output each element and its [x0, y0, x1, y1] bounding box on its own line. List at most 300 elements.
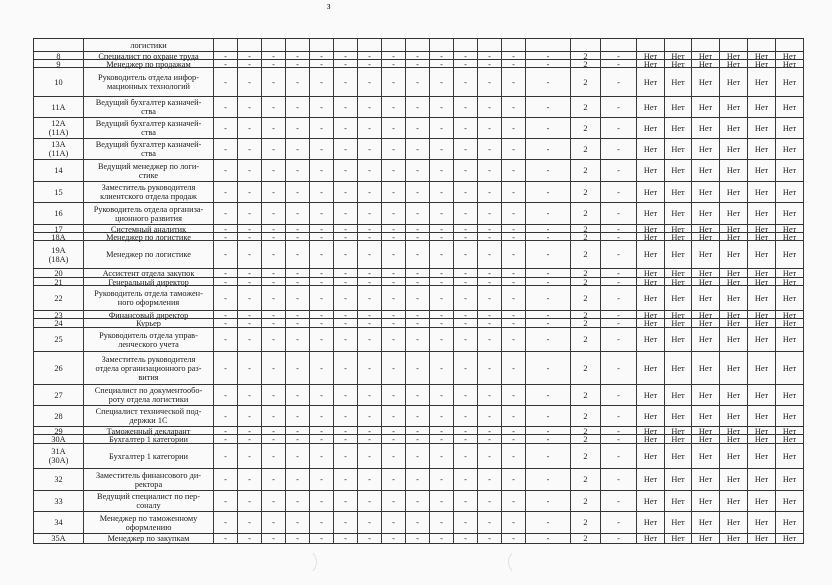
value-cell	[406, 469, 430, 490]
value-cell-text: Нет	[754, 250, 769, 259]
value-cell-text: -	[416, 534, 419, 543]
value-cell-text: -	[416, 496, 419, 506]
value-cell-text: -	[416, 187, 419, 197]
value-cell-text: Нет	[726, 278, 741, 287]
value-cell	[665, 319, 692, 328]
value-cell-text: Нет	[754, 77, 769, 87]
value-cell	[571, 385, 601, 405]
value-cell	[665, 182, 692, 202]
value-cell-text: -	[272, 187, 275, 197]
value-cell	[358, 182, 382, 202]
value-cell	[748, 97, 776, 117]
value-cell	[262, 491, 286, 511]
value-cell	[454, 139, 478, 159]
value-cell-text: Нет	[643, 496, 658, 506]
value-cell-text: Нет	[726, 390, 741, 400]
value-cell-text: -	[488, 363, 491, 373]
value-cell-text: Нет	[643, 77, 658, 87]
value-cell-text: -	[248, 451, 251, 461]
value-cell	[637, 160, 665, 181]
value-cell	[692, 469, 720, 490]
value-cell	[406, 328, 430, 351]
value-cell-text: -	[464, 427, 467, 436]
position-name-cell-text: Ведущий менеджер по логи-	[97, 161, 200, 171]
value-cell-text: Нет	[698, 475, 713, 484]
value-cell	[238, 160, 262, 181]
value-cell-text: -	[272, 411, 275, 421]
value-cell-text: 2	[583, 144, 588, 154]
value-cell-text: -	[440, 52, 443, 61]
value-cell-text: -	[296, 166, 299, 175]
value-cell	[430, 139, 454, 159]
value-cell-text: Нет	[698, 335, 713, 344]
value-cell-text: -	[488, 166, 491, 175]
value-cell-text: -	[272, 518, 275, 527]
position-name-cell-text: Специалист по охране труда	[98, 52, 199, 61]
value-cell	[454, 469, 478, 490]
value-cell-text: -	[320, 427, 323, 436]
value-cell-text: -	[368, 225, 371, 234]
row-number-cell-text: 11А	[51, 102, 66, 112]
value-cell	[334, 269, 358, 278]
value-cell-text: -	[512, 77, 515, 87]
value-cell-text: Нет	[754, 233, 769, 242]
value-cell	[238, 286, 262, 310]
value-cell-text: -	[224, 60, 227, 69]
value-cell-text: -	[440, 319, 443, 328]
value-cell	[776, 491, 804, 511]
value-cell-text: Нет	[726, 475, 741, 484]
value-cell	[720, 97, 748, 117]
value-cell-text: -	[344, 451, 347, 461]
value-cell	[310, 97, 334, 117]
value-cell	[665, 512, 692, 533]
value-cell-text: Нет	[782, 166, 797, 175]
value-cell	[262, 241, 286, 268]
value-cell-text: -	[296, 102, 299, 112]
value-cell-text: Нет	[782, 335, 797, 344]
value-cell	[720, 39, 748, 51]
value-cell-text: -	[248, 233, 251, 242]
value-cell-text: -	[464, 144, 467, 154]
value-cell-text: Нет	[643, 209, 658, 218]
value-cell-text: -	[416, 311, 419, 320]
value-cell-text: -	[368, 475, 371, 484]
position-name-cell-text: Менеджер по таможенному	[99, 513, 198, 523]
value-cell-text: -	[320, 363, 323, 373]
value-cell	[358, 435, 382, 444]
value-cell	[454, 269, 478, 278]
value-cell-text: -	[617, 427, 620, 436]
value-cell-text: -	[392, 390, 395, 400]
value-cell	[571, 491, 601, 511]
value-cell	[720, 118, 748, 138]
value-cell-text: Нет	[726, 319, 741, 328]
position-name-cell	[84, 444, 214, 468]
value-cell-text: Нет	[754, 427, 769, 436]
value-cell-text: 2	[583, 475, 588, 484]
value-cell	[571, 534, 601, 543]
value-cell	[601, 118, 637, 138]
value-cell-text: Нет	[671, 435, 685, 444]
value-cell	[776, 97, 804, 117]
value-cell	[454, 286, 478, 310]
position-name-cell-text: Финансовый директор	[108, 311, 189, 320]
value-cell	[526, 406, 571, 426]
value-cell	[238, 435, 262, 444]
value-cell-text: -	[224, 52, 227, 61]
value-cell-text: Нет	[782, 233, 797, 242]
value-cell	[214, 319, 238, 328]
value-cell-text: 2	[583, 166, 588, 175]
value-cell-text: Нет	[782, 435, 797, 444]
value-cell	[665, 68, 692, 96]
value-cell	[430, 241, 454, 268]
value-cell	[601, 328, 637, 351]
value-cell	[601, 319, 637, 328]
value-cell	[358, 512, 382, 533]
row-number-cell-text: 32	[54, 475, 63, 484]
value-cell	[286, 118, 310, 138]
value-cell-text: 2	[583, 225, 588, 234]
value-cell	[238, 406, 262, 426]
value-cell	[262, 328, 286, 351]
value-cell-text: Нет	[643, 52, 658, 61]
value-cell	[406, 534, 430, 543]
row-number-cell-text: 23	[54, 311, 63, 320]
value-cell	[238, 319, 262, 328]
row-number-cell	[34, 444, 84, 468]
value-cell-text: -	[248, 77, 251, 87]
value-cell-text: Нет	[726, 250, 741, 259]
value-cell	[334, 406, 358, 426]
row-number-cell	[34, 118, 84, 138]
value-cell-text: -	[296, 250, 299, 259]
value-cell-text: -	[296, 123, 299, 133]
position-name-cell	[84, 203, 214, 224]
value-cell-text: -	[392, 166, 395, 175]
value-cell	[526, 118, 571, 138]
value-cell	[214, 39, 238, 51]
value-cell	[720, 139, 748, 159]
value-cell	[310, 512, 334, 533]
value-cell-text: -	[344, 52, 347, 61]
value-cell-text: -	[344, 209, 347, 218]
value-cell-text: -	[392, 335, 395, 344]
value-cell	[310, 385, 334, 405]
value-cell-text: -	[248, 427, 251, 436]
value-cell	[286, 286, 310, 310]
position-name-cell-text: Руководитель отдела таможен-	[94, 289, 203, 298]
value-cell-text: -	[392, 269, 395, 278]
value-cell-text: -	[546, 123, 550, 133]
value-cell	[454, 534, 478, 543]
value-cell-text: -	[512, 250, 515, 259]
value-cell	[748, 328, 776, 351]
value-cell-text: -	[488, 52, 491, 61]
value-cell-text: Нет	[671, 77, 685, 87]
value-cell	[430, 469, 454, 490]
value-cell-text: -	[368, 123, 371, 133]
value-cell	[692, 328, 720, 351]
value-cell-text: -	[488, 269, 491, 278]
value-cell	[406, 269, 430, 278]
value-cell-text: 2	[583, 233, 588, 242]
position-name-cell-text: Заместитель руководителя	[101, 183, 196, 192]
position-name-cell-text: Ведущий бухгалтер казначей-	[95, 140, 202, 149]
value-cell	[286, 406, 310, 426]
value-cell	[692, 385, 720, 405]
value-cell-text: -	[320, 77, 323, 87]
value-cell-text: -	[464, 250, 467, 259]
value-cell-text: -	[488, 60, 491, 69]
value-cell-text: Нет	[671, 311, 685, 320]
value-cell	[262, 39, 286, 51]
value-cell-text: -	[617, 60, 620, 69]
value-cell-text: -	[488, 390, 491, 400]
value-cell-text: -	[416, 144, 419, 154]
value-cell-text: -	[617, 319, 620, 328]
value-cell-text: 2	[583, 250, 588, 259]
value-cell-text: Нет	[643, 319, 658, 328]
value-cell	[478, 534, 502, 543]
value-cell	[262, 534, 286, 543]
value-cell	[358, 328, 382, 351]
value-cell	[406, 118, 430, 138]
value-cell-text: -	[464, 475, 467, 484]
value-cell-text: Нет	[726, 123, 741, 133]
value-cell-text: -	[296, 363, 299, 373]
value-cell-text: -	[546, 225, 550, 234]
table-row	[34, 60, 804, 68]
value-cell-text: -	[440, 496, 443, 506]
value-cell-text: Нет	[782, 225, 797, 234]
value-cell	[262, 444, 286, 468]
value-cell-text: -	[440, 435, 443, 444]
value-cell	[310, 160, 334, 181]
value-cell	[748, 68, 776, 96]
value-cell-text: -	[248, 60, 251, 69]
value-cell-text: -	[368, 411, 371, 421]
value-cell-text: Нет	[671, 166, 685, 175]
value-cell-text: -	[416, 319, 419, 328]
value-cell	[214, 97, 238, 117]
value-cell	[310, 328, 334, 351]
value-cell	[262, 512, 286, 533]
value-cell	[214, 328, 238, 351]
value-cell	[526, 435, 571, 444]
value-cell-text: Нет	[671, 451, 685, 461]
value-cell-text: -	[546, 278, 550, 287]
value-cell	[637, 328, 665, 351]
row-number-cell-text: 29	[54, 427, 63, 436]
value-cell-text: -	[320, 475, 323, 484]
value-cell-text: -	[344, 311, 347, 320]
value-cell	[502, 435, 526, 444]
value-cell-text: -	[546, 269, 550, 278]
value-cell	[310, 469, 334, 490]
table-row	[34, 278, 804, 286]
value-cell	[601, 39, 637, 51]
value-cell	[665, 118, 692, 138]
value-cell	[665, 328, 692, 351]
value-cell	[571, 286, 601, 310]
value-cell-text: -	[320, 209, 323, 218]
value-cell-text: -	[440, 475, 443, 484]
table-row	[34, 444, 804, 469]
value-cell	[478, 352, 502, 384]
value-cell-text: -	[320, 233, 323, 242]
position-name-cell-text: Специалист по документообо-	[94, 386, 203, 395]
value-cell-text: -	[224, 335, 227, 344]
value-cell-text: Нет	[754, 225, 769, 234]
value-cell-text: -	[617, 311, 620, 320]
value-cell	[358, 97, 382, 117]
value-cell	[601, 385, 637, 405]
value-cell-text: -	[248, 411, 251, 421]
value-cell	[310, 139, 334, 159]
value-cell	[665, 97, 692, 117]
value-cell-text: -	[368, 319, 371, 328]
value-cell-text: Нет	[698, 187, 713, 197]
value-cell-text: Нет	[698, 269, 713, 278]
value-cell-text: -	[368, 293, 371, 303]
value-cell	[286, 444, 310, 468]
value-cell	[358, 534, 382, 543]
value-cell	[692, 139, 720, 159]
value-cell-text: Нет	[754, 319, 769, 328]
value-cell-text: -	[320, 411, 323, 421]
value-cell	[478, 286, 502, 310]
value-cell-text: -	[464, 269, 467, 278]
value-cell-text: -	[320, 293, 323, 303]
value-cell-text: -	[224, 269, 227, 278]
value-cell-text: -	[344, 390, 347, 400]
value-cell-text: Нет	[782, 363, 797, 373]
value-cell-text: Нет	[726, 209, 741, 218]
value-cell	[665, 352, 692, 384]
value-cell-text: -	[392, 363, 395, 373]
value-cell-text: -	[320, 435, 323, 444]
value-cell	[286, 68, 310, 96]
value-cell	[334, 139, 358, 159]
value-cell	[238, 444, 262, 468]
value-cell-text: -	[320, 451, 323, 461]
value-cell	[692, 182, 720, 202]
value-cell	[571, 469, 601, 490]
value-cell	[238, 385, 262, 405]
row-number-cell	[34, 68, 84, 96]
position-name-cell-text: Руководитель отдела управ-	[99, 330, 198, 340]
value-cell-text: -	[296, 144, 299, 154]
value-cell-text: -	[224, 427, 227, 436]
row-number-cell-text: 27	[54, 390, 63, 400]
position-name-cell	[84, 139, 214, 159]
value-cell-text: -	[296, 293, 299, 303]
value-cell-text: -	[416, 123, 419, 133]
table-row	[34, 118, 804, 139]
value-cell	[406, 203, 430, 224]
value-cell-text: -	[546, 60, 550, 69]
value-cell	[571, 182, 601, 202]
value-cell	[334, 39, 358, 51]
value-cell	[310, 319, 334, 328]
value-cell	[478, 68, 502, 96]
value-cell	[526, 203, 571, 224]
value-cell	[720, 286, 748, 310]
value-cell	[382, 319, 406, 328]
position-name-cell-text: ректора	[134, 479, 163, 489]
value-cell-text: -	[416, 435, 419, 444]
value-cell	[720, 352, 748, 384]
value-cell	[571, 241, 601, 268]
position-name-cell-text: Заместитель руководителя	[101, 354, 196, 364]
value-cell	[238, 68, 262, 96]
row-number-cell	[34, 385, 84, 405]
value-cell	[502, 160, 526, 181]
value-cell	[502, 444, 526, 468]
value-cell-text: -	[392, 475, 395, 484]
position-name-cell-text: Бухгалтер 1 категории	[109, 435, 188, 444]
value-cell	[310, 491, 334, 511]
value-cell-text: Нет	[754, 293, 769, 303]
value-cell	[692, 241, 720, 268]
value-cell-text: -	[546, 475, 550, 484]
value-cell-text: Нет	[698, 144, 713, 154]
value-cell-text: -	[546, 311, 550, 320]
value-cell	[571, 435, 601, 444]
value-cell-text: -	[392, 278, 395, 287]
value-cell	[776, 203, 804, 224]
value-cell	[454, 352, 478, 384]
row-number-cell	[34, 352, 84, 384]
value-cell-text: -	[224, 534, 227, 543]
value-cell-text: -	[488, 451, 491, 461]
position-name-cell	[84, 512, 214, 533]
row-number-cell	[34, 469, 84, 490]
value-cell	[430, 512, 454, 533]
value-cell	[382, 182, 406, 202]
row-number-cell-text: 34	[54, 518, 63, 527]
value-cell-text: -	[546, 451, 550, 461]
value-cell	[382, 469, 406, 490]
value-cell-text: -	[546, 435, 550, 444]
value-cell	[571, 444, 601, 468]
value-cell-text: Нет	[671, 60, 685, 69]
value-cell-text: -	[617, 269, 620, 278]
row-number-cell	[34, 328, 84, 351]
value-cell	[358, 269, 382, 278]
value-cell	[262, 406, 286, 426]
value-cell	[692, 160, 720, 181]
value-cell-text: -	[344, 435, 347, 444]
value-cell	[430, 491, 454, 511]
position-name-cell-text: Системный аналитик	[110, 225, 187, 234]
value-cell-text: -	[272, 250, 275, 259]
value-cell	[286, 139, 310, 159]
value-cell	[526, 269, 571, 278]
value-cell	[262, 97, 286, 117]
value-cell	[214, 203, 238, 224]
value-cell-text: -	[392, 411, 395, 421]
value-cell	[601, 269, 637, 278]
value-cell-text: -	[546, 166, 550, 175]
value-cell-text: -	[344, 225, 347, 234]
value-cell-text: -	[546, 293, 550, 303]
value-cell	[238, 534, 262, 543]
value-cell	[637, 68, 665, 96]
value-cell-text: Нет	[643, 102, 658, 112]
